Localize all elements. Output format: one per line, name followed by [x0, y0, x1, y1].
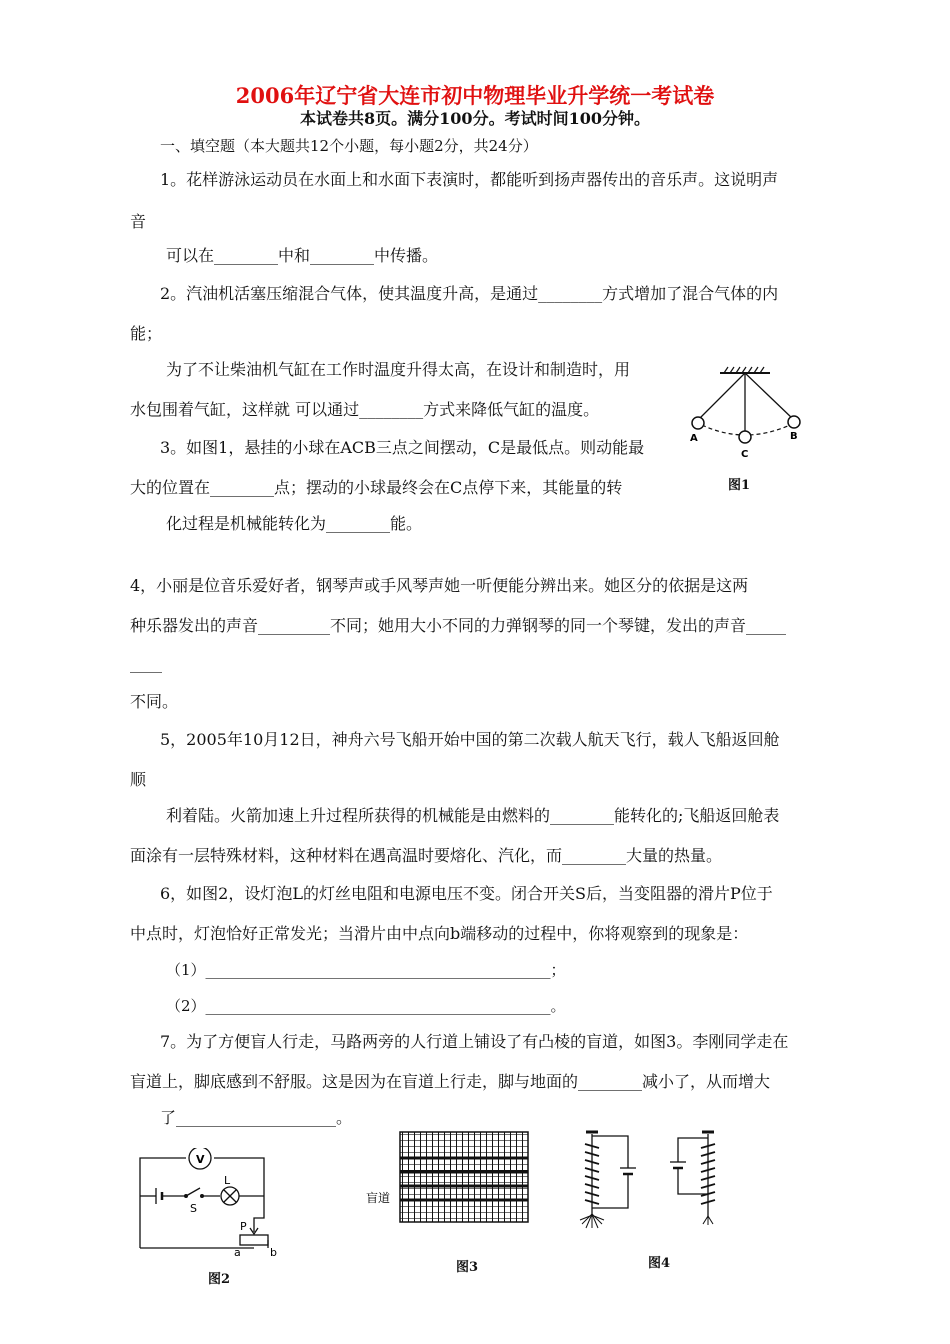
section-heading: 一、填空题（本大题共12个小题，每小题2分，共24分） — [160, 137, 538, 155]
end-a-label: a — [234, 1246, 241, 1258]
voltmeter-label: V — [196, 1153, 205, 1166]
q1-line2: 音 — [130, 212, 147, 231]
q2-line3: 为了不让柴油机气缸在工作时温度升得太高，在设计和制造时，用 — [166, 360, 631, 379]
slider-label: P — [240, 1220, 247, 1233]
q4-line4: 不同。 — [130, 692, 179, 711]
q6-line1: 6，如图2，设灯泡L的灯丝电阻和电源电压不变。闭合开关S后，当变阻器的滑片P位于 — [160, 884, 773, 903]
q4-line3: ____ — [130, 654, 162, 673]
q1-line1: 1。花样游泳运动员在水面上和水面下表演时，都能听到扬声器传出的音乐声。这说明声 — [160, 170, 779, 189]
q3-line3: 化过程是机械能转化为________能。 — [166, 514, 423, 533]
q6-answer-2: （2）______________________________________________。 — [166, 997, 566, 1015]
q7-line2: 盲道上，脚底感到不舒服。这是因为在盲道上行走，脚与地面的________减小了，从而增大 — [130, 1072, 771, 1091]
figure-3-caption: 图3 — [456, 1260, 479, 1275]
q7-line1: 7。为了方便盲人行走，马路两旁的人行道上铺设了有凸棱的盲道，如图3。李刚同学走在 — [160, 1032, 789, 1051]
q6-answer-1: （1）______________________________________________； — [166, 961, 566, 979]
figure-1-pendulum — [680, 365, 820, 465]
figure-1-caption: 图1 — [728, 478, 751, 493]
q2-line1: 2。汽油机活塞压缩混合气体，使其温度升高，是通过________方式增加了混合气体的内 — [160, 284, 779, 303]
ball-a-icon — [692, 417, 704, 429]
figure-4-electromagnets — [570, 1124, 730, 1236]
label-a: A — [690, 433, 698, 444]
exam-title: 2006年辽宁省大连市初中物理毕业升学统一考试卷 — [235, 83, 715, 108]
q6-line2: 中点时，灯泡恰好正常发光；当滑片由中点向b端移动的过程中，你将观察到的现象是： — [130, 924, 749, 943]
ball-b-icon — [788, 416, 800, 428]
q5-line2: 顺 — [130, 770, 147, 789]
q3-line2: 大的位置在________点；摆动的小球最终会在C点停下来，其能量的转 — [130, 478, 623, 497]
q4-line2: 种乐器发出的声音_________不同；她用大小不同的力弹钢琴的同一个琴键，发出的声音_____ — [130, 616, 787, 635]
switch-label: S — [190, 1202, 197, 1215]
label-c: C — [741, 449, 749, 460]
end-b-label: b — [270, 1246, 277, 1258]
q3-line1: 3。如图1，悬挂的小球在ACB三点之间摆动，C是最低点。则动能最 — [160, 438, 645, 457]
ball-c-icon — [739, 431, 751, 443]
label-b: B — [790, 431, 798, 442]
q1-line3: 可以在________中和________中传播。 — [166, 246, 439, 265]
figure-3-tactile-paving — [360, 1128, 540, 1238]
figure-2-circuit — [128, 1148, 288, 1258]
q5-line1: 5，2005年10月12日，神舟六号飞船开始中国的第二次载人航天飞行，载人飞船返回舱 — [160, 730, 780, 749]
q2-line4: 水包围着气缸，这样就 可以通过________方式来降低气缸的温度。 — [130, 400, 600, 419]
q5-line3: 利着陆。火箭加速上升过程所获得的机械能是由燃料的________能转化的;飞船返回舱表 — [166, 806, 780, 825]
lamp-label: L — [224, 1174, 231, 1187]
q2-line2: 能； — [130, 324, 163, 343]
q5-line4: 面涂有一层特殊材料，这种材料在遇高温时要熔化、汽化，而________大量的热量。 — [130, 846, 723, 865]
figure-4-caption: 图4 — [648, 1256, 671, 1271]
figure-2-caption: 图2 — [208, 1272, 231, 1287]
q7-line3: 了____________________。 — [160, 1108, 353, 1127]
q4-line1: 4，小丽是位音乐爱好者，钢琴声或手风琴声她一听便能分辨出来。她区分的依据是这两 — [130, 576, 749, 595]
exam-subtitle: 本试卷共8页。满分100分。考试时间100分钟。 — [300, 109, 650, 128]
tactile-paving-label: 盲道 — [366, 1191, 391, 1205]
